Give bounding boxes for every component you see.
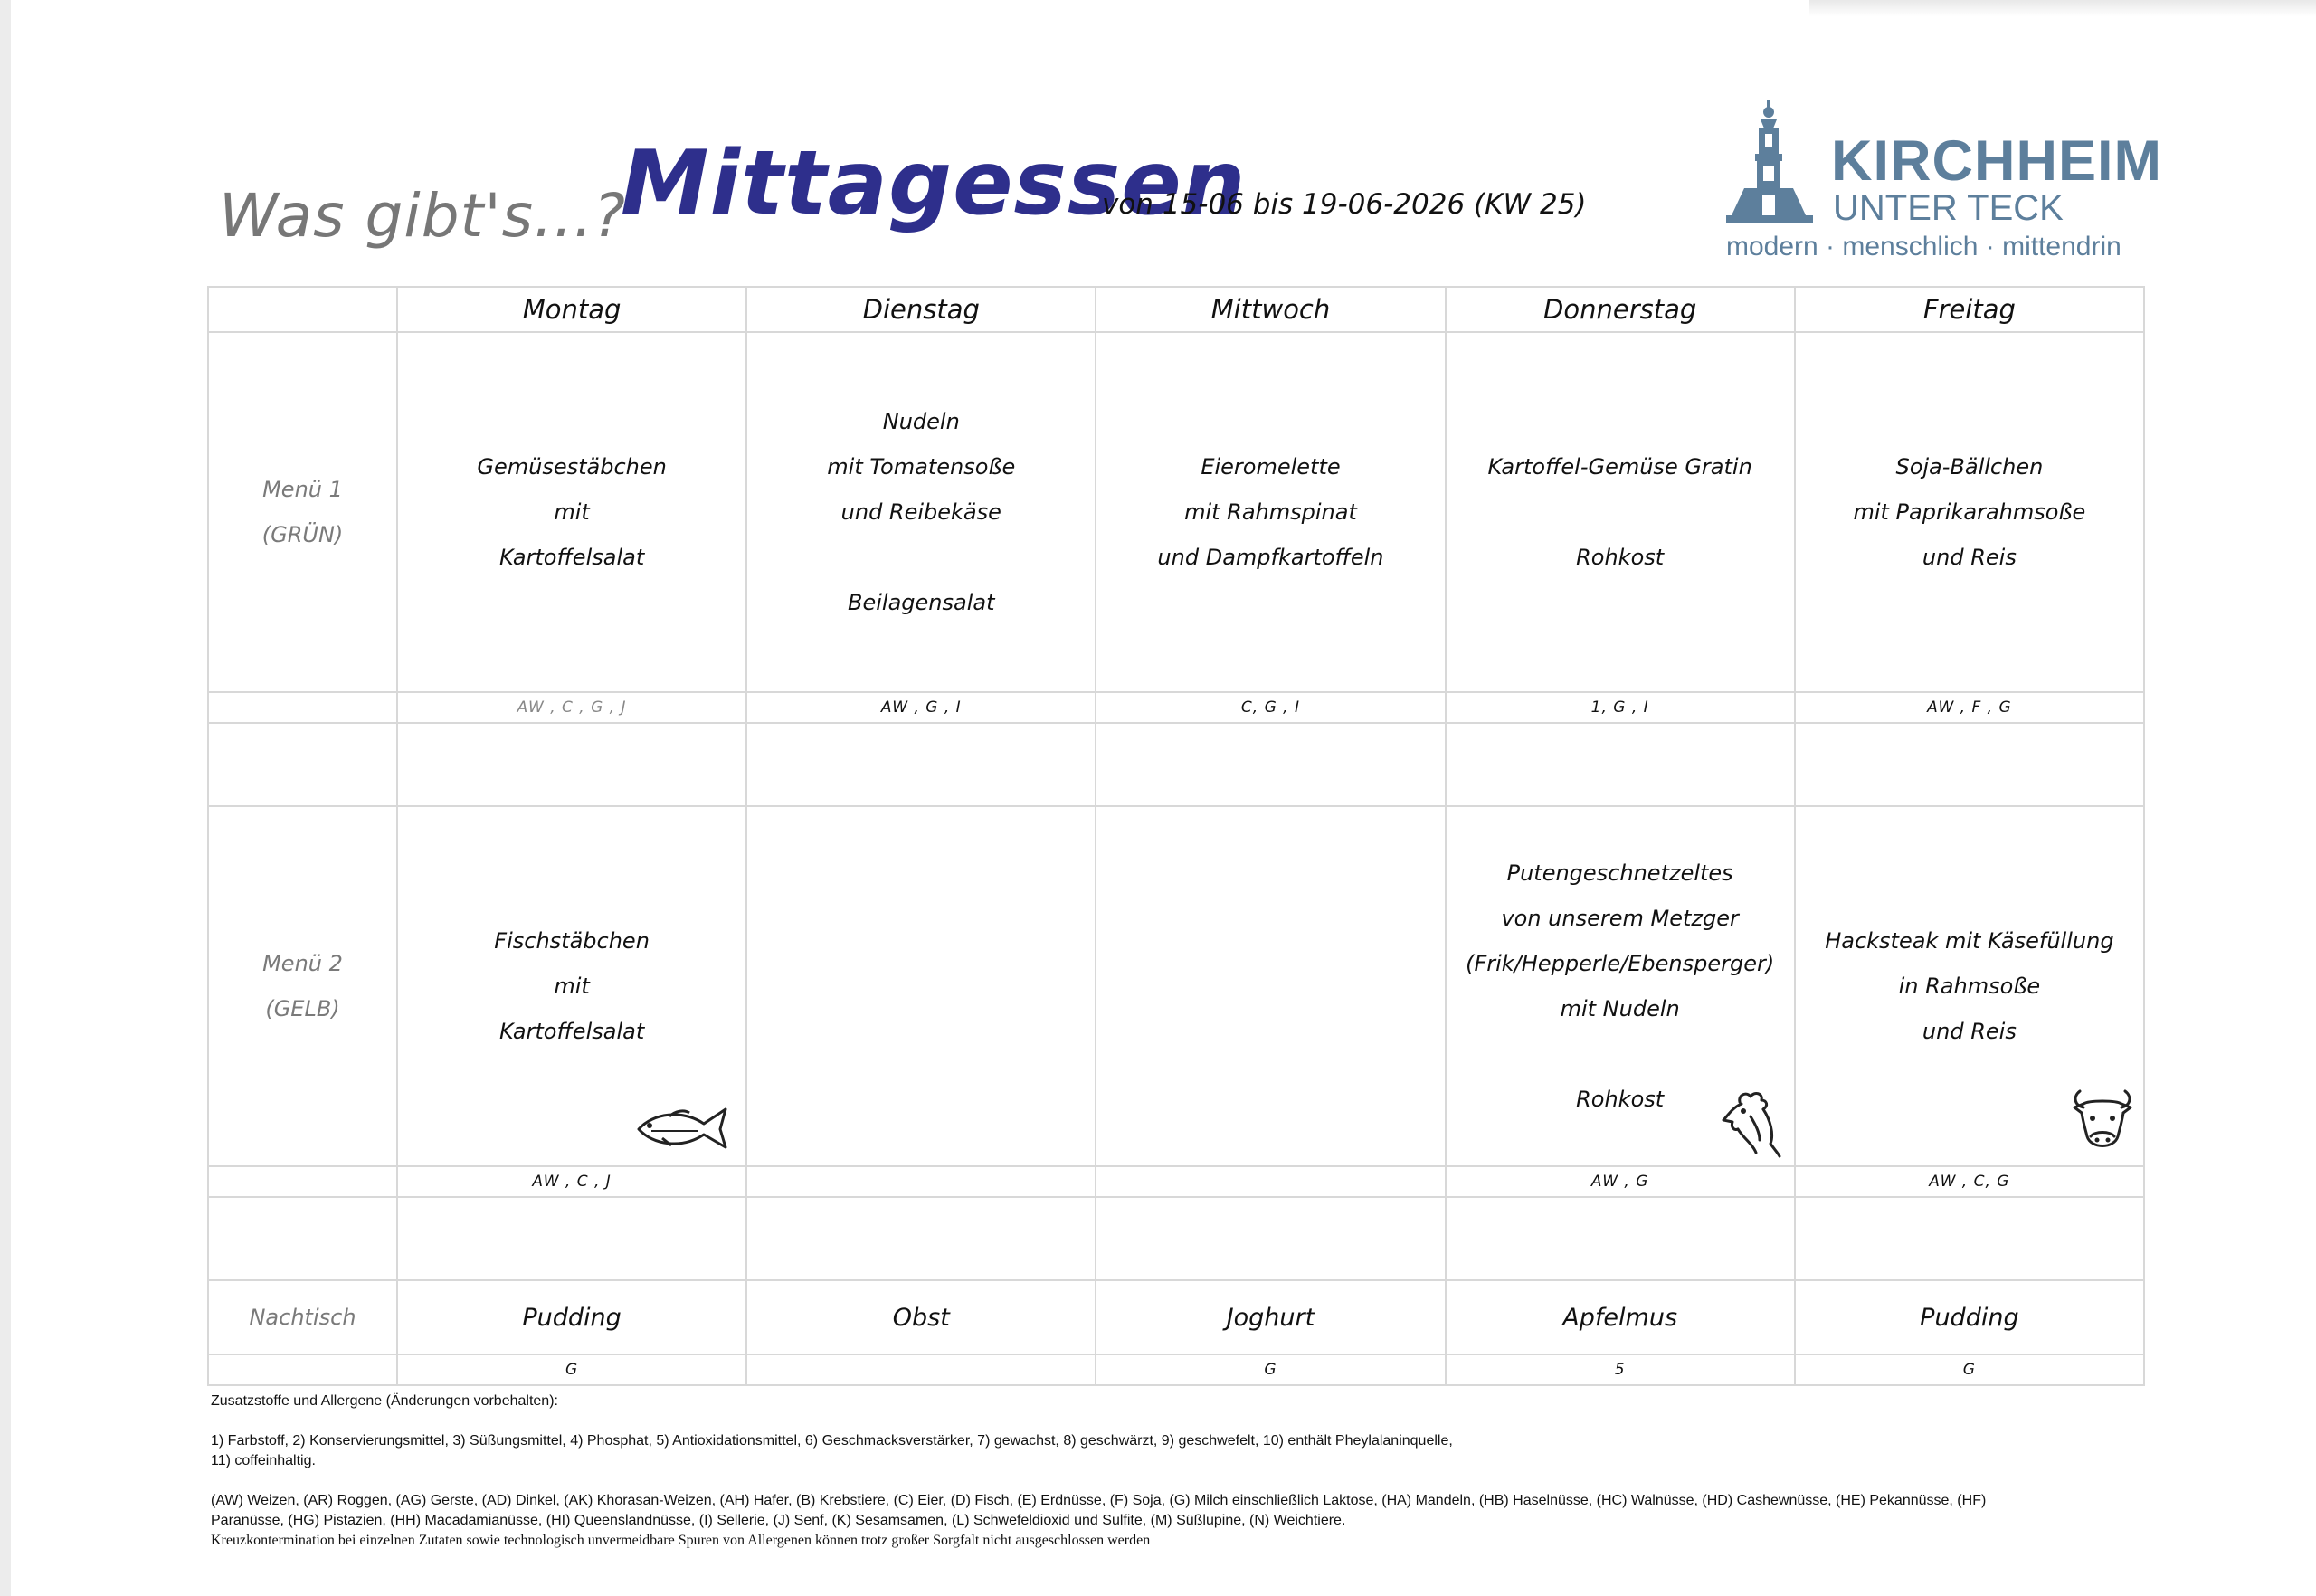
- dish-line: Putengeschnetzeltes: [1506, 860, 1733, 886]
- allergen-notes: [211, 1392, 2147, 1551]
- spacer-cell: [397, 1197, 746, 1280]
- dish-line: Gemüsestäbchen: [477, 454, 667, 480]
- dish-lines: [1796, 918, 2143, 1054]
- dish-line: Rohkost: [1576, 545, 1665, 570]
- dish-line: und Reibekäse: [840, 499, 1001, 525]
- dessert-item: Pudding: [1795, 1280, 2144, 1354]
- menu2-dish-cell: [1096, 806, 1445, 1166]
- dish-line: Hacksteak mit Käsefüllung: [1825, 928, 2114, 954]
- menu2-label-name: Menü 2: [262, 951, 343, 976]
- dish-line: mit Nudeln: [1560, 996, 1680, 1021]
- weekly-menu-table: [207, 286, 2145, 1386]
- spacer-cell: [1446, 1197, 1795, 1280]
- menu1-dish-cell: [746, 332, 1096, 692]
- dish-line: mit: [554, 974, 590, 999]
- day-header: Dienstag: [746, 287, 1096, 332]
- spacer-cell: [746, 723, 1096, 806]
- allergen-codes: AW , C, G: [1795, 1166, 2144, 1197]
- additives-line: 1) Farbstoff, 2) Konservierungsmittel, 3) Süßungsmittel, 4) Phosphat, 5) Antioxidationsmittel, 6) Geschmacksverstärker, 7) gewachst, 8) geschwärzt, 9) geschwefelt, 10) enthält Pheylalaninquelle,: [211, 1433, 1453, 1449]
- spacer-cell: [1795, 1197, 2144, 1280]
- dessert-item: Apfelmus: [1446, 1280, 1795, 1354]
- menu2-dish-cell: [746, 806, 1096, 1166]
- allergen-label-cell: [208, 692, 397, 723]
- dessert-item: Obst: [746, 1280, 1096, 1354]
- dish-line: und Dampfkartoffeln: [1157, 545, 1384, 570]
- allergen-codes: G: [397, 1354, 746, 1385]
- dish-line: von unserem Metzger: [1501, 906, 1739, 931]
- spacer-cell: [1795, 723, 2144, 806]
- day-header: Freitag: [1795, 287, 2144, 332]
- allergen-codes: AW , G: [1446, 1166, 1795, 1197]
- dessert-row: [208, 1280, 2144, 1354]
- dish-line: und Reis: [1922, 545, 2017, 570]
- notes-heading: Zusatzstoffe und Allergene (Änderungen vorbehalten):: [211, 1393, 558, 1409]
- allergen-codes: C, G , I: [1096, 692, 1445, 723]
- menu1-dish-cell: [397, 332, 746, 692]
- menu1-allergen-row: [208, 692, 2144, 723]
- dish-lines: [1447, 850, 1794, 1122]
- dessert-label: Nachtisch: [208, 1280, 397, 1354]
- corner-cell: [208, 287, 397, 332]
- logo-tagline: modern · menschlich · mittendrin: [1726, 232, 2121, 261]
- spacer-cell: [746, 1197, 1096, 1280]
- allergen-codes: G: [1096, 1354, 1445, 1385]
- spacer-cell: [1096, 723, 1445, 806]
- cow-icon: [2067, 1086, 2138, 1153]
- page-corner-shadow: [1809, 0, 2316, 16]
- menu1-row: [208, 332, 2144, 692]
- menu2-dish-cell: [397, 806, 746, 1166]
- spacer-cell: [208, 723, 397, 806]
- dessert-item: Pudding: [397, 1280, 746, 1354]
- dessert-item: Joghurt: [1096, 1280, 1445, 1354]
- menu2-row: [208, 806, 2144, 1166]
- kirchheim-logo: [1726, 98, 2162, 270]
- dish-line: Rohkost: [1576, 1087, 1665, 1112]
- menu2-label: [208, 806, 397, 1166]
- allergen-codes: [746, 1166, 1096, 1197]
- dish-line: [1447, 489, 1794, 535]
- dish-line: mit Paprikarahmsoße: [1853, 499, 2086, 525]
- fish-icon: [635, 1102, 729, 1153]
- dish-line: Fischstäbchen: [494, 928, 650, 954]
- logo-unter-teck: UNTER TECK: [1833, 188, 2064, 228]
- dish-line: Nudeln: [882, 409, 960, 434]
- allergen-label-cell: [208, 1166, 397, 1197]
- day-header-row: [208, 287, 2144, 332]
- dish-line: und Reis: [1922, 1019, 2017, 1044]
- dish-line: Kartoffelsalat: [498, 545, 645, 570]
- dish-line: Beilagensalat: [848, 590, 995, 615]
- dessert-allergen-row: [208, 1354, 2144, 1385]
- dish-line: mit Rahmspinat: [1184, 499, 1357, 525]
- dish-line: in Rahmsoße: [1898, 974, 2041, 999]
- logo-kirchheim: KIRCHHEIM: [1831, 129, 2162, 193]
- menu1-label-color: (GRÜN): [261, 522, 344, 547]
- allergen-codes: AW , C , G , J: [397, 692, 746, 723]
- allergen-codes: [746, 1354, 1096, 1385]
- allergen-codes: AW , F , G: [1795, 692, 2144, 723]
- allergen-codes: 5: [1446, 1354, 1795, 1385]
- dish-line: mit Tomatensoße: [827, 454, 1016, 480]
- disclaimer: Kreuzkontermination bei einzelnen Zutaten sowie technologisch unvermeidbare Spuren von Allergenen können trotz großer Sorgfalt nicht ausgeschlossen werden: [211, 1533, 1151, 1548]
- date-range: von 15-06 bis 19-06-2026 (KW 25): [1102, 188, 1587, 221]
- allergen-codes: 1, G , I: [1446, 692, 1795, 723]
- dish-line: Kartoffelsalat: [498, 1019, 645, 1044]
- was-gibts-heading: Was gibt's...?: [219, 181, 626, 251]
- day-header: Donnerstag: [1446, 287, 1795, 332]
- dish-line: [747, 535, 1095, 580]
- dish-line: (Frik/Hepperle/Ebensperger): [1466, 951, 1775, 976]
- menu1-label-name: Menü 1: [262, 477, 343, 502]
- page-title: Mittagessen: [621, 132, 1247, 235]
- menu1-dish-cell: [1096, 332, 1445, 692]
- dish-line: Eieromelette: [1201, 454, 1341, 480]
- dish-lines: [398, 918, 745, 1054]
- allergen-codes: [1096, 1166, 1445, 1197]
- menu2-label-color: (GELB): [265, 996, 340, 1021]
- allergen-codes: AW , C , J: [397, 1166, 746, 1197]
- allergens-line: Paranüsse, (HG) Pistazien, (HH) Macadamianüsse, (HI) Queenslandnüsse, (I) Sellerie, (J) Senf, (K) Sesamsamen, (L) Schwefeldioxid und Sulfite, (M) Süßlupine, (N) Weichtiere.: [211, 1513, 1346, 1528]
- allergen-label-cell: [208, 1354, 397, 1385]
- spacer-cell: [208, 1197, 397, 1280]
- menu1-dish-cell: [1795, 332, 2144, 692]
- page-edge-shadow: [0, 0, 11, 1596]
- menu2-allergen-row: [208, 1166, 2144, 1197]
- spacer-row: [208, 1197, 2144, 1280]
- allergen-codes: AW , G , I: [746, 692, 1096, 723]
- spacer-cell: [1096, 1197, 1445, 1280]
- dish-line: Kartoffel-Gemüse Gratin: [1487, 454, 1752, 480]
- menu1-label: [208, 332, 397, 692]
- day-header: Montag: [397, 287, 746, 332]
- allergen-codes: G: [1795, 1354, 2144, 1385]
- dish-line: [1447, 1031, 1794, 1077]
- dish-line: mit: [554, 499, 590, 525]
- menu2-dish-cell: [1446, 806, 1795, 1166]
- menu1-dish-cell: [1446, 332, 1795, 692]
- spacer-row: [208, 723, 2144, 806]
- menu2-dish-cell: [1795, 806, 2144, 1166]
- spacer-cell: [1446, 723, 1795, 806]
- dish-line: Soja-Bällchen: [1895, 454, 2044, 480]
- additives-line: 11) coffeinhaltig.: [211, 1453, 316, 1468]
- allergens-line: (AW) Weizen, (AR) Roggen, (AG) Gerste, (AD) Dinkel, (AK) Khorasan-Weizen, (AH) Hafer, (B) Krebstiere, (C) Eier, (D) Fisch, (E) Erdnüsse, (F) Soja, (G) Milch einschließlich Laktose, (HA) Mandeln, (HB) Haselnüsse, (HC) Walnüsse, (HD) Cashewnüsse, (HE) Pekannüsse, (HF): [211, 1493, 1987, 1508]
- day-header: Mittwoch: [1096, 287, 1445, 332]
- chicken-icon: [1720, 1089, 1783, 1158]
- church-tower-icon: [1726, 98, 1813, 224]
- spacer-cell: [397, 723, 746, 806]
